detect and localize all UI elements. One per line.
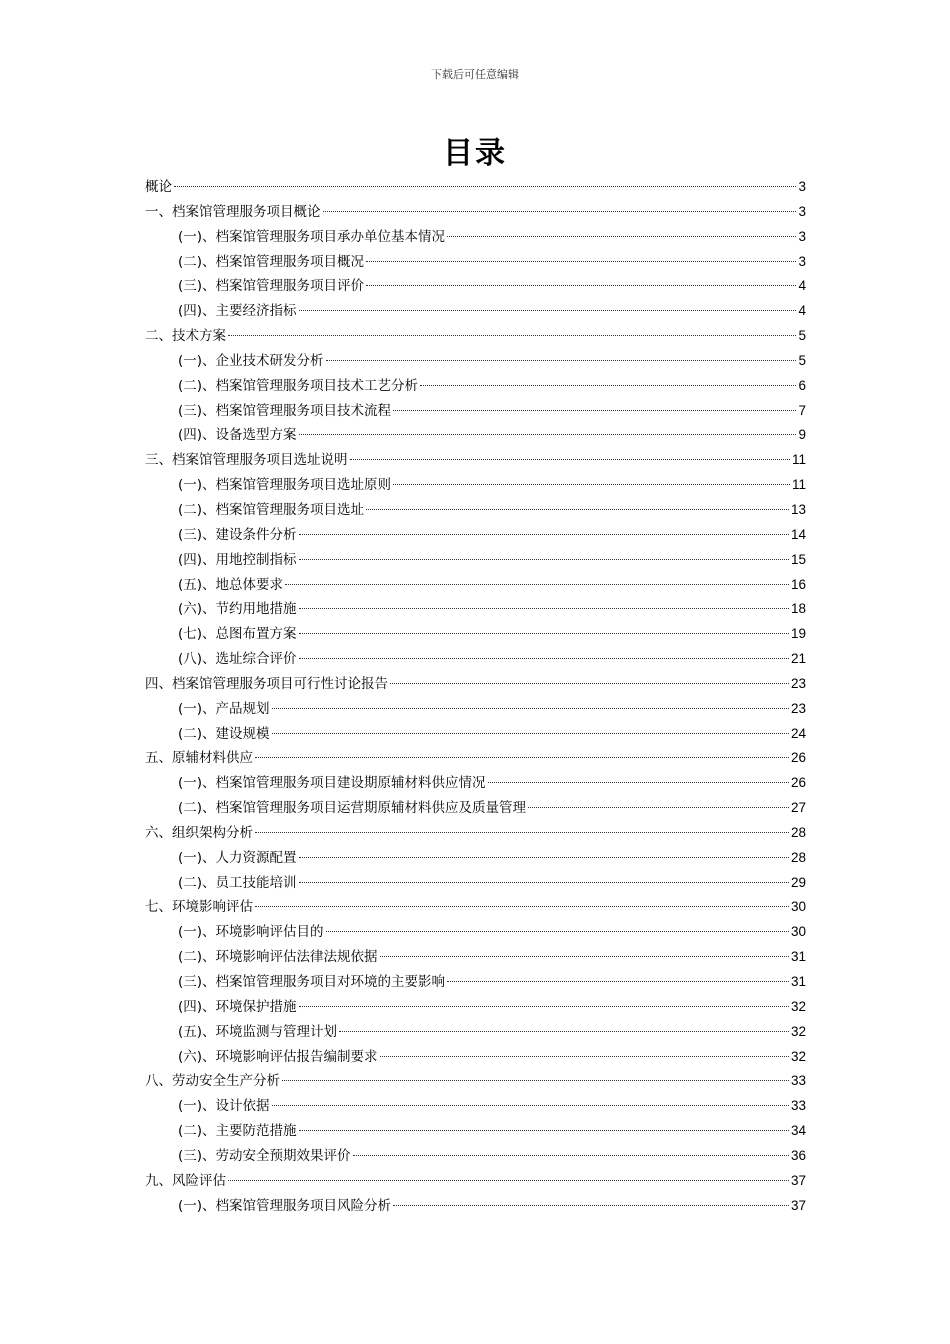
toc-entry-page-number: 18 <box>790 601 806 617</box>
toc-entry[interactable] <box>145 647 806 672</box>
toc-entry-page-number: 3 <box>798 179 806 194</box>
dot-leader <box>393 409 796 411</box>
toc-entry[interactable] <box>145 821 806 846</box>
toc-entry-label: (一)、档案馆管理服务项目建设期原辅材料供应情况 <box>178 775 486 792</box>
toc-entry-label: (七)、总图布置方案 <box>178 626 297 643</box>
toc-entry[interactable] <box>145 423 806 448</box>
toc-entry-page-number: 15 <box>790 551 806 567</box>
toc-entry-label: (四)、用地控制指标 <box>178 551 297 568</box>
dot-leader <box>393 483 790 485</box>
toc-entry[interactable] <box>145 945 806 970</box>
toc-entry-label: (一)、设计依据 <box>178 1098 270 1115</box>
toc-entry-label: (八)、选址综合评价 <box>178 651 297 668</box>
toc-entry-label: (五)、环境监测与管理计划 <box>178 1023 338 1040</box>
toc-entry-page-number: 33 <box>790 1073 806 1089</box>
dot-leader <box>299 881 789 883</box>
toc-entry[interactable] <box>145 746 806 771</box>
toc-entry-label: (二)、档案馆管理服务项目运营期原辅材料供应及质量管理 <box>178 800 527 817</box>
toc-entry-page-number: 7 <box>798 402 806 418</box>
toc-entry-page-number: 3 <box>798 253 806 269</box>
dot-leader <box>380 955 789 957</box>
toc-entry[interactable] <box>145 225 806 250</box>
toc-entry-label: (二)、员工技能培训 <box>178 874 297 891</box>
toc-entry-label: (一)、企业技术研发分析 <box>178 352 324 369</box>
toc-entry-label: (三)、档案馆管理服务项目对环境的主要影响 <box>178 974 446 990</box>
dot-leader <box>299 433 797 435</box>
toc-entry-label: (三)、劳动安全预期效果评价 <box>178 1147 351 1164</box>
toc-entry[interactable] <box>145 175 806 200</box>
toc-entry-page-number: 19 <box>790 626 806 642</box>
toc-entry-page-number: 6 <box>798 377 806 393</box>
dot-leader <box>339 1030 789 1032</box>
toc-entry-page-number: 27 <box>790 800 806 816</box>
dot-leader <box>299 1005 789 1007</box>
toc-entry-label: (三)、档案馆管理服务项目技术流程 <box>178 402 392 419</box>
toc-entry[interactable] <box>145 349 806 374</box>
dot-leader <box>255 756 789 758</box>
toc-entry-label: 七、环境影响评估 <box>145 899 253 916</box>
toc-entry[interactable] <box>145 523 806 548</box>
toc-entry-page-number: 32 <box>790 998 806 1014</box>
toc-entry-page-number: 31 <box>790 949 806 965</box>
dot-leader <box>390 682 789 684</box>
toc-entry-label: 一、档案馆管理服务项目概论 <box>145 203 321 220</box>
toc-entry[interactable] <box>145 1194 806 1219</box>
dot-leader <box>366 260 796 262</box>
toc-entry-page-number: 11 <box>791 477 806 493</box>
toc-entry[interactable] <box>145 722 806 747</box>
toc-entry[interactable] <box>145 920 806 945</box>
toc-entry-page-number: 30 <box>790 899 806 915</box>
toc-entry-page-number: 16 <box>790 576 806 592</box>
dot-leader <box>272 707 789 709</box>
dot-leader <box>272 1104 789 1106</box>
dot-leader <box>299 558 789 560</box>
dot-leader <box>272 732 789 734</box>
toc-entry-page-number: 31 <box>790 974 806 989</box>
toc-entry-page-number: 37 <box>790 1197 806 1213</box>
dot-leader <box>350 458 790 460</box>
dot-leader <box>326 930 789 932</box>
toc-entry-page-number: 23 <box>790 700 806 716</box>
toc-entry-label: (五)、地总体要求 <box>178 576 284 593</box>
toc-entry-page-number: 37 <box>790 1172 806 1188</box>
toc-entry[interactable] <box>145 573 806 598</box>
toc-entry[interactable] <box>145 697 806 722</box>
toc-entry-label: (一)、产品规划 <box>178 700 270 717</box>
dot-leader <box>255 905 789 907</box>
toc-entry-label: (一)、档案馆管理服务项目选址原则 <box>178 477 392 494</box>
toc-entry-label: (一)、档案馆管理服务项目承办单位基本情况 <box>178 228 446 245</box>
toc-title: 目录 <box>443 136 507 171</box>
toc-entry-page-number: 26 <box>790 775 806 791</box>
dot-leader <box>282 1079 789 1081</box>
toc-entry-page-number: 34 <box>790 1123 806 1139</box>
dot-leader <box>299 657 789 659</box>
toc-entry-label: 概论 <box>145 179 172 195</box>
dot-leader <box>299 632 789 634</box>
toc-entry-page-number: 4 <box>798 278 806 294</box>
dot-leader <box>447 980 789 982</box>
toc-entry-page-number: 3 <box>798 228 806 244</box>
toc-entry[interactable] <box>145 250 806 275</box>
toc-entry-label: (二)、主要防范措施 <box>178 1123 297 1140</box>
toc-entry[interactable] <box>145 274 806 299</box>
toc-entry[interactable] <box>145 498 806 523</box>
dot-leader <box>299 1129 789 1131</box>
toc-entry-label: (三)、建设条件分析 <box>178 526 297 543</box>
toc-entry[interactable] <box>145 672 806 697</box>
dot-leader <box>380 1055 789 1057</box>
toc-entry-page-number: 23 <box>790 675 806 691</box>
toc-entry[interactable] <box>145 622 806 647</box>
dot-leader <box>488 781 789 783</box>
toc-entry-label: (六)、节约用地措施 <box>178 601 297 618</box>
dot-leader <box>353 1154 789 1156</box>
table-of-contents <box>145 175 806 1218</box>
dot-leader <box>326 359 797 361</box>
toc-entry[interactable] <box>145 448 806 473</box>
toc-entry[interactable] <box>145 399 806 424</box>
toc-entry-page-number: 14 <box>790 526 806 542</box>
toc-entry[interactable] <box>145 970 806 995</box>
toc-entry[interactable] <box>145 846 806 871</box>
toc-entry-label: (四)、设备选型方案 <box>178 427 297 444</box>
dot-leader <box>299 856 789 858</box>
toc-entry-page-number: 26 <box>790 750 806 766</box>
toc-entry-label: 四、档案馆管理服务项目可行性讨论报告 <box>145 675 388 692</box>
toc-entry[interactable] <box>145 771 806 796</box>
dot-leader <box>174 185 796 187</box>
toc-entry-label: (一)、档案馆管理服务项目风险分析 <box>178 1197 392 1214</box>
toc-entry-page-number: 24 <box>790 725 806 741</box>
toc-entry-page-number: 36 <box>790 1147 806 1163</box>
toc-entry-page-number: 3 <box>798 203 806 219</box>
toc-entry[interactable] <box>145 299 806 324</box>
toc-entry-page-number: 32 <box>790 1023 806 1039</box>
dot-leader <box>323 210 797 212</box>
dot-leader <box>447 235 796 237</box>
toc-entry-label: (三)、档案馆管理服务项目评价 <box>178 278 365 295</box>
toc-entry[interactable] <box>145 1144 806 1169</box>
toc-entry-page-number: 33 <box>790 1098 806 1114</box>
toc-entry[interactable] <box>145 548 806 573</box>
toc-entry[interactable] <box>145 1045 806 1070</box>
dot-leader <box>285 583 789 585</box>
toc-entry-page-number: 30 <box>790 924 806 940</box>
toc-entry[interactable] <box>145 473 806 498</box>
toc-entry-label: (六)、环境影响评估报告编制要求 <box>178 1048 378 1065</box>
toc-entry[interactable] <box>145 324 806 349</box>
toc-entry[interactable] <box>145 1094 806 1119</box>
toc-entry-label: (二)、环境影响评估法律法规依据 <box>178 949 378 966</box>
dot-leader <box>255 831 789 833</box>
dot-leader <box>420 384 796 386</box>
dot-leader <box>366 508 789 510</box>
toc-entry-label: 八、劳动安全生产分析 <box>145 1073 280 1090</box>
toc-entry[interactable] <box>145 871 806 896</box>
toc-entry[interactable] <box>145 1069 806 1094</box>
toc-entry[interactable] <box>145 1169 806 1194</box>
dot-leader <box>393 1204 789 1206</box>
toc-entry-label: (四)、环境保护措施 <box>178 998 297 1015</box>
toc-entry[interactable] <box>145 1119 806 1144</box>
toc-entry-page-number: 5 <box>798 352 806 368</box>
toc-entry[interactable] <box>145 597 806 622</box>
dot-leader <box>299 533 789 535</box>
toc-entry-page-number: 21 <box>790 651 806 667</box>
toc-entry-label: 六、组织架构分析 <box>145 824 253 841</box>
toc-entry-label: 二、技术方案 <box>145 328 226 345</box>
toc-entry-label: (二)、档案馆管理服务项目技术工艺分析 <box>178 377 419 394</box>
toc-entry-page-number: 28 <box>790 849 806 865</box>
toc-entry-page-number: 28 <box>790 824 806 840</box>
toc-entry-label: 三、档案馆管理服务项目选址说明 <box>145 452 348 469</box>
toc-entry-label: (二)、档案馆管理服务项目选址 <box>178 501 365 518</box>
dot-leader <box>366 284 796 286</box>
header-note: 下载后可任意编辑 <box>431 68 519 81</box>
toc-entry-label: (一)、人力资源配置 <box>178 849 297 866</box>
toc-entry-page-number: 5 <box>798 328 806 344</box>
toc-entry-label: (二)、建设规模 <box>178 725 270 742</box>
toc-entry-page-number: 4 <box>798 303 806 319</box>
toc-entry[interactable] <box>145 200 806 225</box>
toc-entry-label: (四)、主要经济指标 <box>178 303 297 320</box>
toc-entry-label: (一)、环境影响评估目的 <box>178 924 324 941</box>
toc-entry[interactable] <box>145 1020 806 1045</box>
dot-leader <box>299 309 797 311</box>
dot-leader <box>228 1179 789 1181</box>
toc-entry-page-number: 13 <box>790 501 806 517</box>
toc-entry-page-number: 29 <box>790 874 806 890</box>
toc-entry[interactable] <box>145 796 806 821</box>
toc-entry-page-number: 9 <box>798 427 806 443</box>
toc-entry-page-number: 11 <box>791 452 806 468</box>
toc-entry-label: 九、风险评估 <box>145 1172 226 1189</box>
dot-leader <box>228 334 796 336</box>
dot-leader <box>528 806 789 808</box>
toc-entry-label: (二)、档案馆管理服务项目概况 <box>178 253 365 270</box>
toc-entry[interactable] <box>145 374 806 399</box>
toc-entry[interactable] <box>145 895 806 920</box>
toc-entry-label: 五、原辅材料供应 <box>145 750 253 767</box>
dot-leader <box>299 607 789 609</box>
toc-entry[interactable] <box>145 995 806 1020</box>
toc-entry-page-number: 32 <box>790 1048 806 1064</box>
